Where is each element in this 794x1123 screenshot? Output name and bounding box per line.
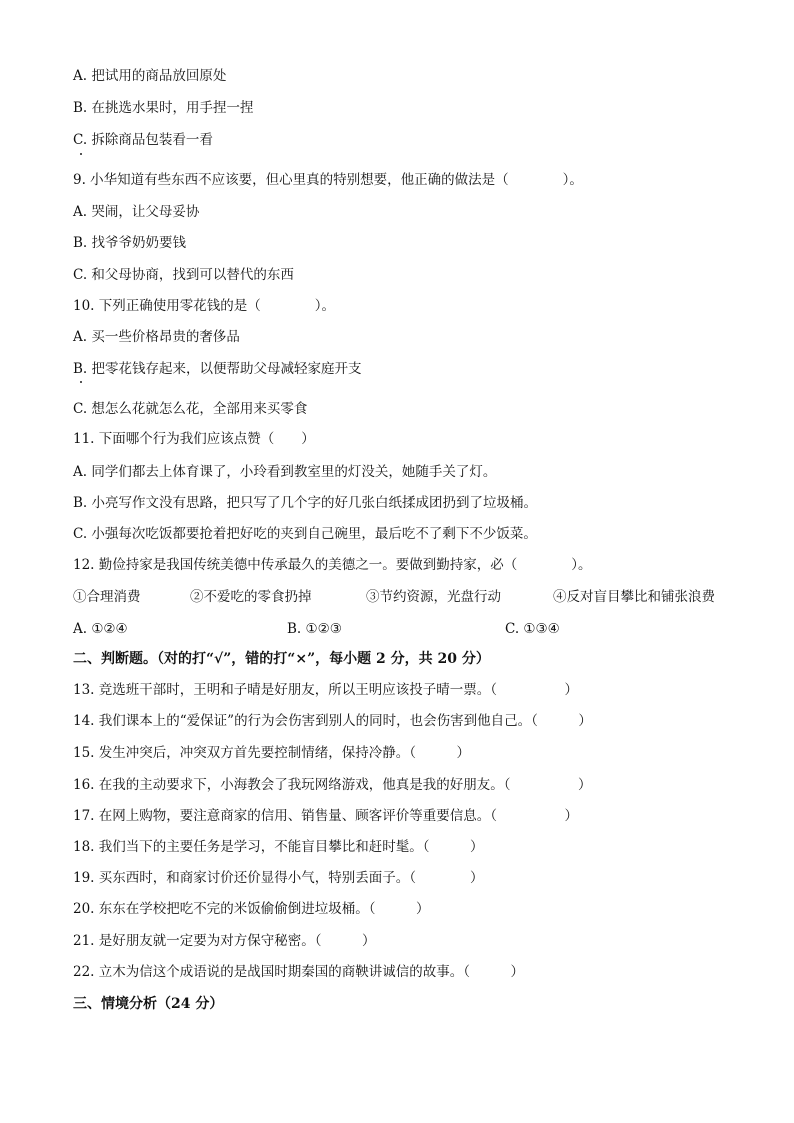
q9-option-a: A. 哭闹，让父母妥协 <box>73 204 200 220</box>
q12-item-4: ④反对盲目攀比和铺张浪费 <box>553 589 715 605</box>
q12-item-1: ①合理消费 <box>73 589 141 605</box>
q8-option-c: C. 拆除商品包装看一看 <box>73 132 213 148</box>
section-3-title: 三、情境分析（24 分） <box>73 996 224 1012</box>
q8-option-b: B. 在挑选水果时，用手捏一捏 <box>73 100 254 116</box>
q22: 22. 立木为信这个成语说的是战国时期秦国的商鞅讲诚信的故事。（ ） <box>73 964 525 980</box>
q10-stem: 10. 下列正确使用零花钱的是（ ）。 <box>73 298 336 314</box>
q10-option-c: C. 想怎么花就怎么花，全部用来买零食 <box>73 401 308 417</box>
q18: 18. 我们当下的主要任务是学习，不能盲目攀比和赶时髦。（ ） <box>73 839 484 855</box>
section-2-title: 二、判断题。（对的打“√”，错的打“×”，每小题 2 分，共 20 分） <box>73 651 490 667</box>
stray-dot-mark <box>80 153 82 155</box>
q12-option-b: B. ①②③ <box>287 621 342 637</box>
q11-option-b: B. 小亮写作文没有思路，把只写了几个字的好几张白纸揉成团扔到了垃圾桶。 <box>73 495 538 511</box>
q16: 16. 在我的主动要求下，小海教会了我玩网络游戏，他真是我的好朋友。（ ） <box>73 777 592 793</box>
q9-stem: 9. 小华知道有些东西不应该要，但心里真的特别想要，他正确的做法是（ ）。 <box>73 172 583 188</box>
q12-stem: 12. 勤俭持家是我国传统美德中传承最久的美德之一。要做到勤持家，必（ ）。 <box>73 557 592 573</box>
q12-item-3: ③节约资源，光盘行动 <box>366 589 501 605</box>
q12-option-a: A. ①②④ <box>73 621 128 637</box>
q11-option-c: C. 小强每次吃饭都要抢着把好吃的夹到自己碗里，最后吃不了剩下不少饭菜。 <box>73 526 537 542</box>
q10-option-a: A. 买一些价格昂贵的奢侈品 <box>73 329 240 345</box>
q12-option-c: C. ①③④ <box>505 621 560 637</box>
q20: 20. 东东在学校把吃不完的米饭偷偷倒进垃圾桶。（ ） <box>73 901 430 917</box>
q17: 17. 在网上购物，要注意商家的信用、销售量、顾客评价等重要信息。（ ） <box>73 808 579 824</box>
q19: 19. 买东西时，和商家讨价还价显得小气，特别丢面子。（ ） <box>73 870 484 886</box>
q14: 14. 我们课本上的“爱保证”的行为会伤害到别人的同时，也会伤害到他自己。（ ） <box>73 713 592 729</box>
q12-item-2: ②不爱吃的零食扔掉 <box>190 589 312 605</box>
q8-option-a: A. 把试用的商品放回原处 <box>73 68 227 84</box>
q15: 15. 发生冲突后，冲突双方首先要控制情绪，保持冷静。（ ） <box>73 745 471 761</box>
q10-option-b: B. 把零花钱存起来，以便帮助父母减轻家庭开支 <box>73 361 362 377</box>
q21: 21. 是好朋友就一定要为对方保守秘密。（ ） <box>73 933 376 949</box>
q9-option-b: B. 找爷爷奶奶要钱 <box>73 235 187 251</box>
stray-dot-mark <box>80 381 82 383</box>
q9-option-c: C. 和父母协商，找到可以替代的东西 <box>73 267 294 283</box>
q11-option-a: A. 同学们都去上体育课了，小玲看到教室里的灯没关，她随手关了灯。 <box>73 464 497 480</box>
q13: 13. 竞选班干部时，王明和子晴是好朋友，所以王明应该投子晴一票。（ ） <box>73 682 579 698</box>
q11-stem: 11. 下面哪个行为我们应该点赞（ ） <box>73 431 315 447</box>
